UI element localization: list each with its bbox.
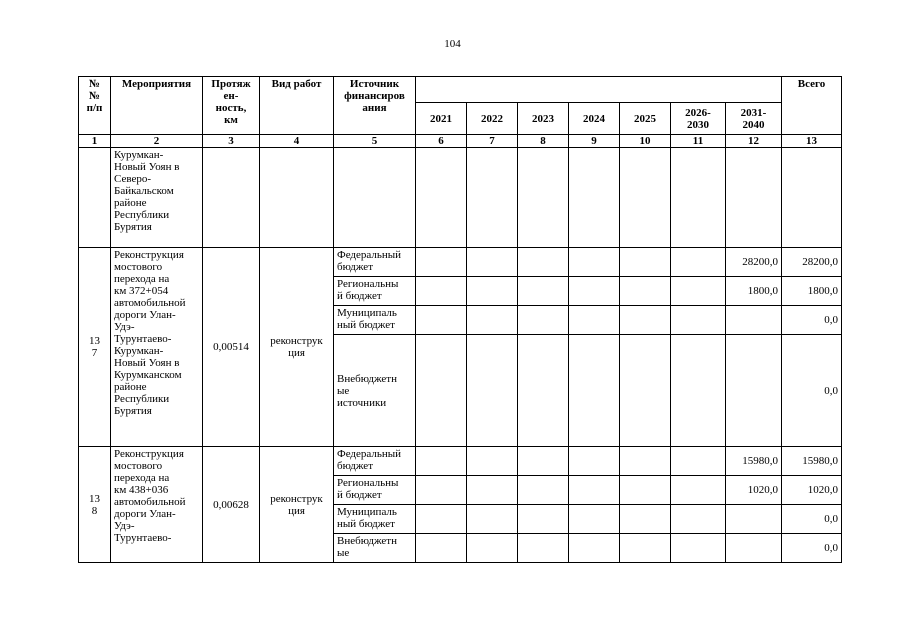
empty-cell [671,306,726,335]
header-year: 2026- 2030 [671,103,726,135]
column-index: 11 [671,135,726,148]
value-2031-2040 [726,505,782,534]
empty-cell [671,277,726,306]
empty-cell [467,476,518,505]
header-length: Протяж ен- ность, км [203,77,260,135]
empty-cell [671,534,726,563]
header-year: 2021 [416,103,467,135]
value-2031-2040: 15980,0 [726,447,782,476]
empty-cell [518,277,569,306]
empty-cell [203,148,260,248]
header-year: 2022 [467,103,518,135]
empty-cell [671,335,726,447]
source-name: Региональны й бюджет [334,277,416,306]
empty-cell [671,447,726,476]
empty-cell [416,505,467,534]
empty-cell [260,148,334,248]
value-2031-2040 [726,335,782,447]
empty-cell [620,248,671,277]
empty-cell [620,534,671,563]
empty-cell [467,248,518,277]
header-work-type: Вид работ [260,77,334,135]
header-year: 2023 [518,103,569,135]
value-total: 0,0 [782,335,842,447]
financing-table [78,76,842,563]
header-row-1 [79,77,842,103]
value-2031-2040: 1800,0 [726,277,782,306]
empty-cell [569,248,620,277]
source-name: Региональны й бюджет [334,476,416,505]
table-row [79,447,842,476]
empty-cell [569,447,620,476]
source-name: Внебюджетн ые [334,534,416,563]
empty-cell [518,476,569,505]
column-index: 7 [467,135,518,148]
item-description: Реконструкция мостового перехода на км 372+054 автомобильной дороги Улан- Удэ- Турунтаево- Курумкан- Новый Уоян в Курумканском районе Республики Бурятия [111,248,203,447]
empty-cell [620,476,671,505]
empty-cell [416,335,467,447]
page-number: 104 [444,38,461,50]
item-length: 0,00628 [203,447,260,563]
column-index: 5 [334,135,416,148]
empty-cell [416,476,467,505]
column-index: 2 [111,135,203,148]
empty-cell [467,447,518,476]
value-total: 0,0 [782,306,842,335]
empty-cell [620,306,671,335]
empty-cell [782,148,842,248]
empty-cell [569,505,620,534]
empty-cell [416,447,467,476]
empty-cell [467,277,518,306]
empty-cell [671,505,726,534]
empty-cell [569,534,620,563]
empty-cell [620,505,671,534]
empty-cell [569,306,620,335]
column-index: 6 [416,135,467,148]
column-index: 3 [203,135,260,148]
empty-cell [467,148,518,248]
item-number: 13 7 [79,248,111,447]
header-no: № № п/п [79,77,111,135]
column-index: 1 [79,135,111,148]
empty-cell [416,277,467,306]
value-total: 0,0 [782,505,842,534]
value-total: 15980,0 [782,447,842,476]
source-name: Внебюджетн ые источники [334,335,416,447]
item-description: Реконструкция мостового перехода на км 438+036 автомобильной дороги Улан- Удэ- Турунтаево- [111,447,203,563]
empty-cell [518,534,569,563]
empty-cell [620,335,671,447]
empty-cell [416,306,467,335]
empty-cell [671,476,726,505]
empty-cell [518,306,569,335]
item-work-type: реконструк ция [260,447,334,563]
source-name: Федеральный бюджет [334,248,416,277]
empty-cell [569,148,620,248]
empty-cell [416,248,467,277]
source-name: Муниципаль ный бюджет [334,306,416,335]
empty-cell [620,148,671,248]
empty-cell [569,277,620,306]
empty-cell [671,148,726,248]
column-index: 13 [782,135,842,148]
empty-cell [416,534,467,563]
header-event: Мероприятия [111,77,203,135]
value-total: 0,0 [782,534,842,563]
item-number: 13 8 [79,447,111,563]
table-row [79,248,842,277]
value-2031-2040 [726,306,782,335]
empty-cell [620,277,671,306]
header-year: 2025 [620,103,671,135]
empty-cell [671,248,726,277]
value-2031-2040 [726,534,782,563]
header-years-group [416,77,782,103]
value-2031-2040: 28200,0 [726,248,782,277]
header-year: 2031- 2040 [726,103,782,135]
empty-cell [467,306,518,335]
empty-cell [467,335,518,447]
value-total: 28200,0 [782,248,842,277]
item-work-type: реконструк ция [260,248,334,447]
empty-cell [416,148,467,248]
empty-cell [518,447,569,476]
empty-cell [518,248,569,277]
header-total: Всего [782,77,842,103]
source-name: Федеральный бюджет [334,447,416,476]
header-total-cont [782,103,842,135]
header-source: Источник финансиров ания [334,77,416,135]
value-total: 1020,0 [782,476,842,505]
empty-cell [334,148,416,248]
header-year: 2024 [569,103,620,135]
empty-cell [79,148,111,248]
continued-description: Курумкан- Новый Уоян в Северо- Байкальском районе Республики Бурятия [111,148,203,248]
empty-cell [726,148,782,248]
column-index: 4 [260,135,334,148]
item-length: 0,00514 [203,248,260,447]
empty-cell [467,534,518,563]
empty-cell [467,505,518,534]
column-index: 12 [726,135,782,148]
column-index: 10 [620,135,671,148]
empty-cell [620,447,671,476]
column-index: 8 [518,135,569,148]
source-name: Муниципаль ный бюджет [334,505,416,534]
index-row [79,135,842,148]
empty-cell [518,148,569,248]
column-index: 9 [569,135,620,148]
continued-row [79,148,842,248]
value-2031-2040: 1020,0 [726,476,782,505]
empty-cell [569,476,620,505]
value-total: 1800,0 [782,277,842,306]
empty-cell [518,335,569,447]
empty-cell [518,505,569,534]
empty-cell [569,335,620,447]
